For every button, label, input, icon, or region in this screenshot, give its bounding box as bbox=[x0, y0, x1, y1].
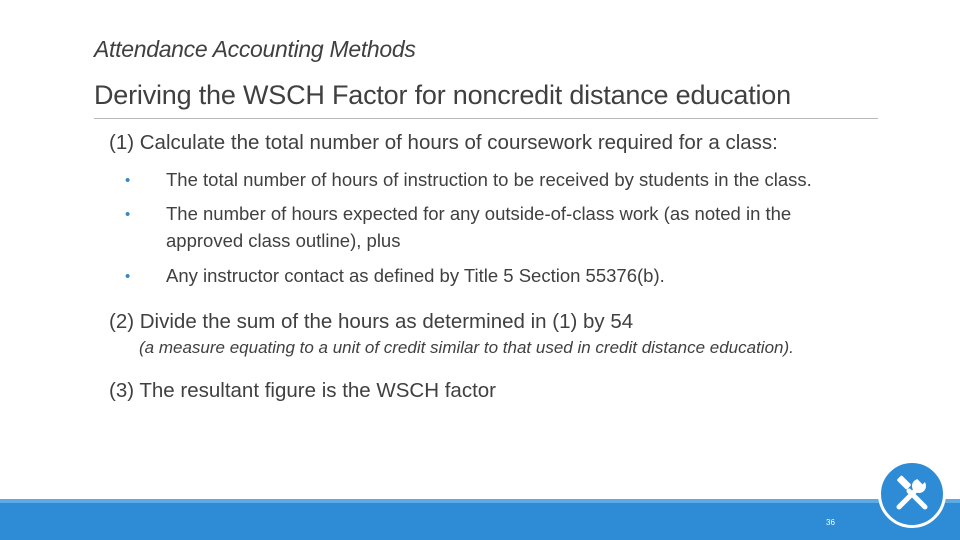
step-3-text: (3) The resultant figure is the WSCH factor bbox=[109, 379, 496, 402]
footer-bar bbox=[0, 499, 960, 540]
bullet-item-instructor-contact: Any instructor contact as defined by Title 5 Section 55376(b). bbox=[166, 265, 665, 286]
slide-supertitle: Attendance Accounting Methods bbox=[94, 36, 416, 62]
page-number: 36 bbox=[826, 518, 835, 527]
tools-icon bbox=[891, 473, 933, 515]
bullet-marker: • bbox=[125, 268, 131, 285]
bullet-item-outside-work-line-1: The number of hours expected for any outside-of-class work (as noted in the bbox=[166, 203, 792, 224]
step-2-note: (a measure equating to a unit of credit similar to that used in credit distance education). bbox=[139, 338, 794, 357]
footer-highlight bbox=[0, 499, 960, 503]
bullet-marker: • bbox=[125, 206, 131, 223]
tools-badge bbox=[878, 460, 946, 528]
step-2-text: (2) Divide the sum of the hours as determined in (1) by 54 bbox=[109, 310, 634, 333]
bullet-item-outside-work-line-2: approved class outline), plus bbox=[166, 230, 401, 251]
title-divider bbox=[94, 118, 878, 119]
bullet-marker: • bbox=[125, 172, 131, 189]
step-1-text: (1) Calculate the total number of hours of coursework required for a class: bbox=[109, 131, 778, 154]
bullet-item-outside-work bbox=[166, 200, 791, 254]
slide-title: Deriving the WSCH Factor for noncredit distance education bbox=[94, 80, 791, 110]
bullet-item-instruction-hours: The total number of hours of instruction to be received by students in the class. bbox=[166, 169, 812, 190]
